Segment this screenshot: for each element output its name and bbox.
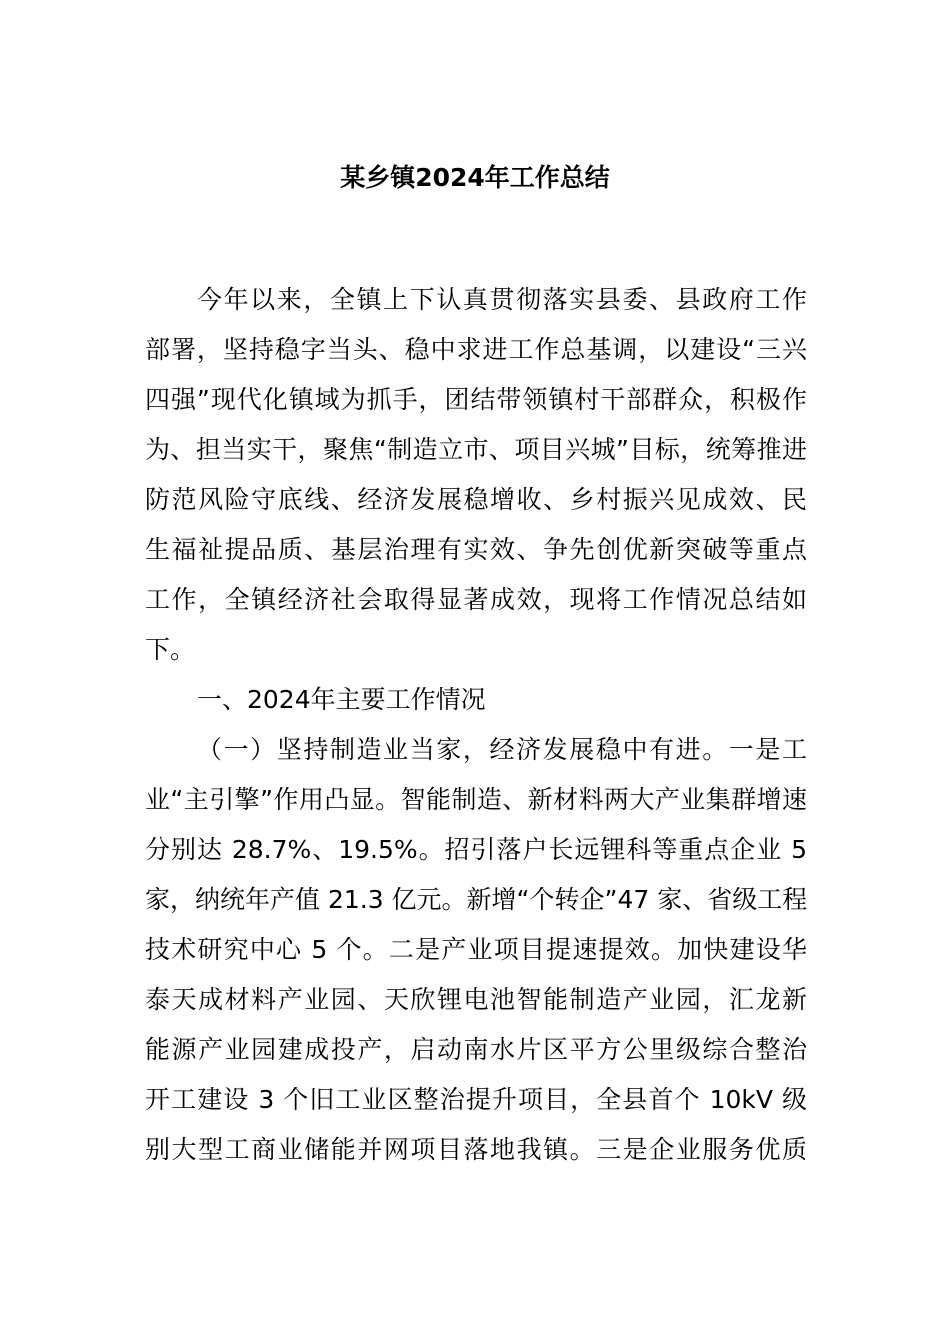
paragraph-line: 泰天成材料产业园、天欣锂电池智能制造产业园，汇龙新 <box>145 985 807 1014</box>
paragraph-line: 四强”现代化镇域为抓手，团结带领镇村干部群众，积极作 <box>145 385 807 414</box>
paragraph-line: 为、担当实干，聚焦“制造立市、项目兴城”目标，统筹推进 <box>145 435 807 464</box>
paragraph-line: 分别达 28.7%、19.5%。招引落户长远锂科等重点企业 5 <box>145 835 807 864</box>
paragraph-line: 今年以来，全镇上下认真贯彻落实县委、县政府工作 <box>197 285 807 314</box>
paragraph-line: 技术研究中心 5 个。二是产业项目提速提效。加快建设华 <box>145 935 807 964</box>
paragraph-line: 工作，全镇经济社会取得显著成效，现将工作情况总结如 <box>145 585 807 614</box>
paragraph-line: 下。 <box>145 635 196 664</box>
paragraph-line: 部署，坚持稳字当头、稳中求进工作总基调，以建设“三兴 <box>145 335 807 364</box>
paragraph-line: 能源产业园建成投产，启动南水片区平方公里级综合整治 <box>145 1035 807 1064</box>
paragraph-line: 开工建设 3 个旧工业区整治提升项目，全县首个 10kV 级 <box>145 1085 807 1114</box>
section-heading: 一、2024年主要工作情况 <box>197 685 486 714</box>
paragraph-line: 别大型工商业储能并网项目落地我镇。三是企业服务优质 <box>145 1135 807 1164</box>
paragraph-line: 防范风险守底线、经济发展稳增收、乡村振兴见成效、民 <box>145 485 807 514</box>
paragraph-line: 业“主引擎”作用凸显。智能制造、新材料两大产业集群增速 <box>145 785 807 814</box>
paragraph-line: （一）坚持制造业当家，经济发展稳中有进。一是工 <box>197 735 807 764</box>
document-title: 某乡镇2024年工作总结 <box>340 163 610 192</box>
paragraph-line: 生福祉提品质、基层治理有实效、争先创优新突破等重点 <box>145 535 807 564</box>
paragraph-line: 家，纳统年产值 21.3 亿元。新增“个转企”47 家、省级工程 <box>145 885 808 914</box>
